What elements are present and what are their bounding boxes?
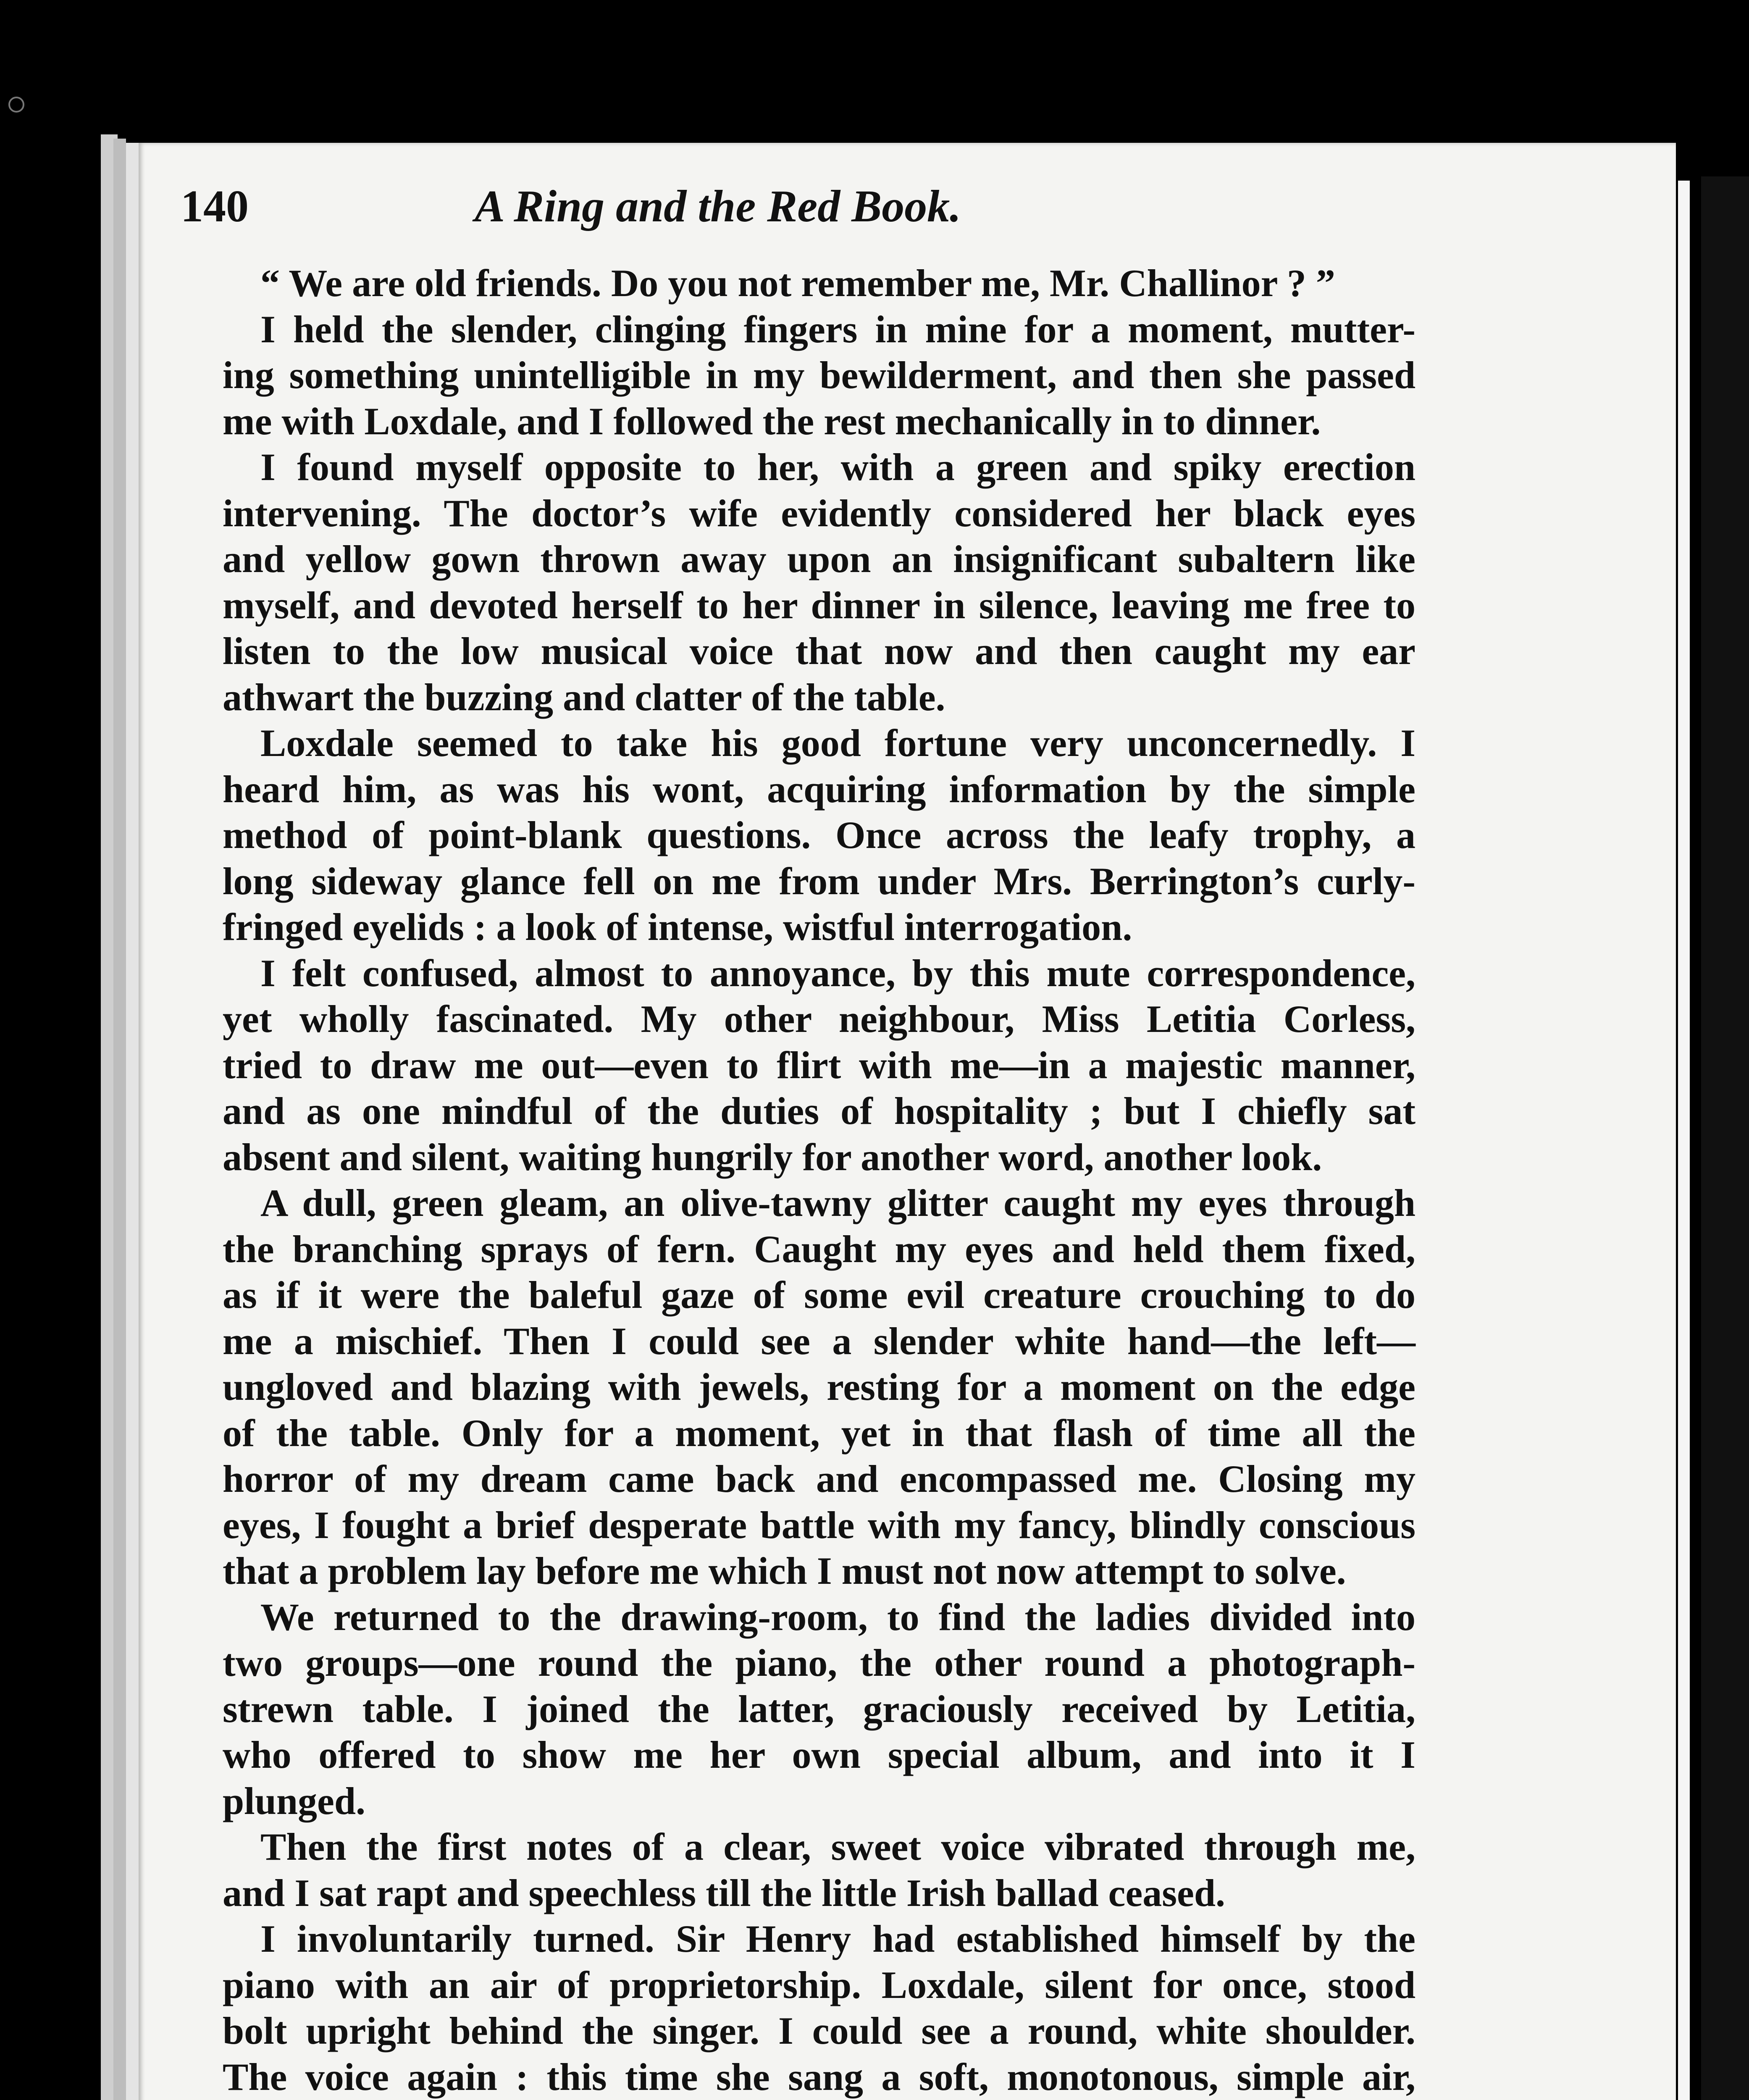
- text-line: I felt confused, almost to annoyance, by this mute correspondence,: [260, 951, 1415, 995]
- text-line: I held the slender, clinging fingers in mine for a moment, mutter-: [260, 307, 1415, 351]
- text-line: heard him, as was his wont, acquiring information by the simple: [223, 767, 1415, 811]
- text-line: fringed eyelids : a look of intense, wistful interrogation.: [223, 906, 1132, 948]
- text-line: “ We are old friends. Do you not remember me, Mr. Challinor ? ”: [260, 262, 1335, 304]
- text-line: tried to draw me out—even to flirt with me—in a majestic manner,: [223, 1043, 1415, 1087]
- facing-page-edge: [1678, 181, 1690, 2100]
- text-line: bolt upright behind the singer. I could see a round, white shoulder.: [223, 2009, 1415, 2052]
- text-line: and I sat rapt and speechless till the little Irish ballad ceased.: [223, 1871, 1226, 1914]
- text-line: ungloved and blazing with jewels, resting for a moment on the edge: [223, 1365, 1415, 1408]
- text-line: and yellow gown thrown away upon an insignificant subaltern like: [223, 538, 1415, 580]
- page-number: 140: [181, 181, 249, 231]
- text-line: me with Loxdale, and I followed the rest mechanically in to dinner.: [223, 399, 1321, 443]
- paragraph: [185, 720, 1415, 950]
- paragraph: [185, 1594, 1415, 1824]
- paragraph: [185, 260, 1415, 307]
- text-line: me a mischief. Then I could see a slender white hand—the left—: [223, 1319, 1415, 1362]
- text-line: piano with an air of proprietorship. Loxdale, silent for once, stood: [223, 1963, 1415, 2006]
- text-line: listen to the low musical voice that now and then caught my ear: [223, 630, 1415, 672]
- text-line: The voice again : this time she sang a soft, monotonous, simple air,: [223, 2055, 1415, 2098]
- text-line: eyes, I fought a brief desperate battle with my fancy, blindly conscious: [223, 1503, 1415, 1546]
- paragraph: [185, 1824, 1415, 1916]
- text-line: two groups—one round the piano, the other round a photograph-: [223, 1641, 1415, 1684]
- text-line: intervening. The doctor’s wife evidently considered her black eyes: [223, 491, 1415, 535]
- paragraph: [185, 307, 1415, 445]
- text-line: myself, and devoted herself to her dinner in silence, leaving me free to: [223, 583, 1415, 627]
- paragraph: [185, 1180, 1415, 1594]
- paragraph: [185, 950, 1415, 1181]
- text-line: method of point-blank questions. Once across the leafy trophy, a: [223, 814, 1415, 856]
- text-line: I involuntarily turned. Sir Henry had established himself by the: [260, 1917, 1415, 1960]
- running-title: A Ring and the Red Book.: [475, 181, 961, 231]
- text-line: athwart the buzzing and clatter of the table.: [223, 675, 945, 719]
- facing-page: [1701, 176, 1749, 2100]
- page-edge: [113, 139, 126, 2100]
- text-line: Loxdale seemed to take his good fortune very unconcernedly. I: [260, 722, 1415, 764]
- paragraph: [185, 444, 1415, 720]
- text-line: I found myself opposite to her, with a green and spiky erection: [260, 446, 1415, 488]
- text-line: the branching sprays of fern. Caught my eyes and held them fixed,: [223, 1227, 1415, 1270]
- text-line: as if it were the baleful gaze of some evil creature crouching to do: [223, 1273, 1415, 1316]
- text-line: Then the first notes of a clear, sweet voice vibrated through me,: [260, 1825, 1415, 1868]
- paragraph: [185, 1916, 1415, 2100]
- page-header: [181, 181, 1222, 239]
- text-line: of the table. Only for a moment, yet in that flash of time all the: [223, 1411, 1415, 1454]
- text-line: who offered to show me her own special album, and into it I: [223, 1733, 1415, 1776]
- text-line: and as one mindful of the duties of hospitality ; but I chiefly sat: [223, 1089, 1415, 1132]
- text-line: strewn table. I joined the latter, graciously received by Letitia,: [223, 1687, 1415, 1730]
- text-line: plunged.: [223, 1779, 366, 1822]
- text-line: We returned to the drawing-room, to find the ladies divided into: [260, 1595, 1415, 1638]
- text-line: absent and silent, waiting hungrily for another word, another look.: [223, 1135, 1322, 1179]
- text-line: horror of my dream came back and encompassed me. Closing my: [223, 1457, 1415, 1500]
- text-line: ing something unintelligible in my bewilderment, and then she passed: [223, 354, 1415, 396]
- scan-corner-mark: [8, 97, 24, 113]
- text-line: A dull, green gleam, an olive-tawny glitter caught my eyes through: [260, 1181, 1415, 1224]
- page-edge: [126, 143, 139, 2100]
- text-line: long sideway glance fell on me from under Mrs. Berrington’s curly-: [223, 859, 1415, 903]
- text-line: yet wholly fascinated. My other neighbour, Miss Letitia Corless,: [223, 998, 1415, 1040]
- body-text: [185, 260, 1415, 2100]
- text-line: that a problem lay before me which I must not now attempt to solve.: [223, 1549, 1346, 1592]
